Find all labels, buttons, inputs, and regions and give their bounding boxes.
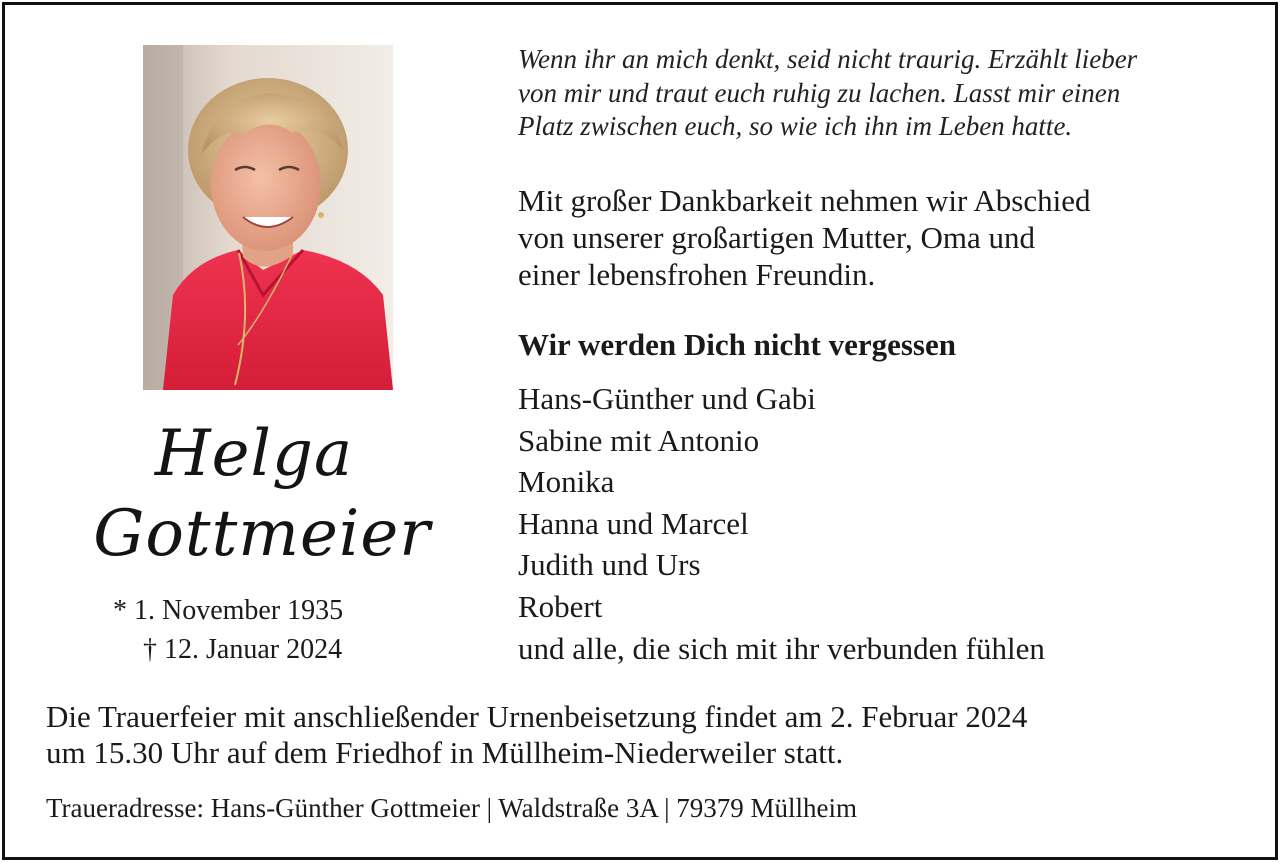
family-member: Judith und Urs <box>518 547 701 583</box>
last-name: Gottmeier <box>93 497 431 571</box>
farewell-line: von unserer großartigen Mutter, Oma und <box>518 220 1036 255</box>
quote-line: Platz zwischen euch, so wie ich ihn im Leben hatte. <box>518 111 1073 141</box>
portrait-photo-icon <box>143 45 393 390</box>
family-member: Sabine mit Antonio <box>518 422 760 458</box>
ceremony-line: um 15.30 Uhr auf dem Friedhof in Müllheim-Niederweiler statt. <box>46 735 844 770</box>
family-member: Monika <box>518 464 615 500</box>
quote-line: von mir und traut euch ruhig zu lachen. Lasst mir einen <box>518 77 1121 108</box>
farewell-line: einer lebensfrohen Freundin. <box>518 257 876 292</box>
ceremony-line: Die Trauerfeier mit anschließender Urnenbeisetzung findet am 2. Februar 2024 <box>46 699 1028 734</box>
ceremony-info <box>46 699 1246 771</box>
family-member: Hanna und Marcel <box>518 505 749 541</box>
mourning-address: Traueradresse: Hans-Günther Gottmeier | Waldstraße 3A | 79379 Müllheim <box>46 793 857 823</box>
death-date: † 12. Januar 2024 <box>143 634 343 665</box>
motto-heading: Wir werden Dich nicht vergessen <box>518 327 956 362</box>
birth-date: * 1. November 1935 <box>113 595 344 626</box>
family-member: Hans-Günther und Gabi <box>518 381 816 416</box>
first-name: Helga <box>154 417 354 491</box>
family-list <box>518 378 1258 669</box>
farewell-line: Mit großer Dankbarkeit nehmen wir Abschied <box>518 183 1091 218</box>
family-member: und alle, die sich mit ihr verbunden fühlen <box>518 630 1045 666</box>
quote-line: Wenn ihr an mich denkt, seid nicht traurig. Erzählt lieber <box>518 44 1138 74</box>
memorial-quote <box>518 43 1258 144</box>
family-member: Robert <box>518 588 603 624</box>
farewell-text <box>518 182 1258 293</box>
